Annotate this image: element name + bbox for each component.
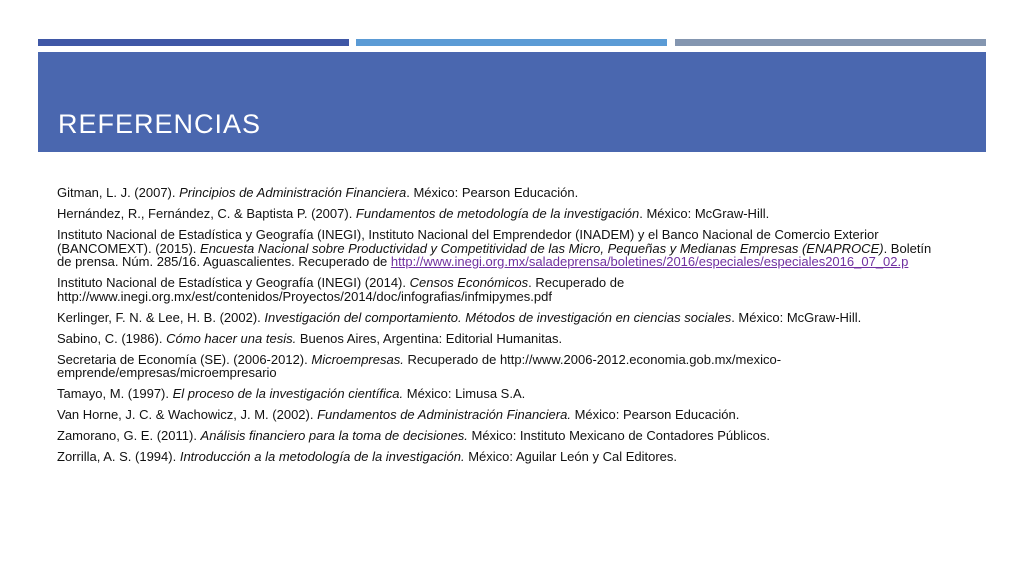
reference-text: Gitman, L. J. (2007).: [57, 185, 180, 200]
reference-title: Principios de Administración Financiera: [179, 185, 407, 200]
title-band: [38, 52, 986, 152]
reference-title: Encuesta Nacional sobre Productividad y Competitividad de las Micro, Pequeñas y Medianas Empresas (ENAPROCE): [200, 240, 884, 256]
reference-text: Sabino, C. (1986).: [57, 330, 167, 346]
reference-text: México: Instituto Mexicano de Contadores Públicos.: [467, 428, 770, 443]
reference-item: [57, 332, 947, 346]
reference-title: Investigación del comportamiento. Métodos de investigación en ciencias sociales: [264, 309, 732, 325]
reference-text: Instituto Nacional de Estadística y Geografía (INEGI) (2014).: [57, 275, 410, 290]
reference-text: . México: McGraw-Hill.: [639, 206, 770, 221]
reference-item: [57, 429, 947, 443]
reference-text: Recuperado de http://www.2006-2012.economia.gob.mx/mexico-emprende/empresas/microempresario: [57, 351, 782, 380]
reference-text: Secretaria de Economía (SE). (2006-2012).: [57, 351, 312, 367]
accent-bar-right: [675, 39, 986, 46]
reference-title: Fundamentos de metodología de la investigación: [355, 206, 640, 221]
reference-link[interactable]: http://www.inegi.org.mx/saladeprensa/boletines/2016/especiales/especiales2016_07_02.p: [390, 254, 909, 269]
reference-text: Buenos Aires, Argentina: Editorial Humanitas.: [296, 330, 563, 346]
reference-item: [57, 311, 947, 325]
reference-item: [57, 387, 947, 401]
reference-item: [57, 228, 947, 269]
reference-text: Hernández, R., Fernández, C. & Baptista P. (2007).: [57, 206, 356, 221]
reference-title: Cómo hacer una tesis.: [166, 330, 297, 346]
reference-title: El proceso de la investigación científica.: [172, 386, 404, 401]
reference-item: [57, 353, 947, 380]
reference-item: [57, 408, 947, 422]
accent-bar-middle: [356, 39, 667, 46]
reference-text: . Recuperado de http://www.inegi.org.mx/est/contenidos/Proyectos/2014/doc/infografias/infmipymes.pdf: [57, 275, 625, 304]
reference-title: Censos Económicos: [409, 275, 529, 290]
reference-text: Zamorano, G. E. (2011).: [57, 428, 201, 443]
reference-text: Instituto Nacional de Estadística y Geografía (INEGI), Instituto Nacional del Emprendedor (INADEM) y el Banco Nacional de Comercio Exterior (BANCOMEXT). (2015).: [57, 227, 879, 256]
reference-title: Fundamentos de Administración Financiera.: [317, 407, 571, 422]
reference-text: México: Pearson Educación.: [570, 407, 740, 422]
reference-title: Análisis financiero para la toma de decisiones.: [200, 428, 468, 443]
reference-text: México: Limusa S.A.: [403, 386, 526, 401]
reference-item: [57, 450, 947, 464]
reference-text: . México: McGraw-Hill.: [731, 309, 862, 325]
reference-text: Zorrilla, A. S. (1994).: [57, 449, 180, 464]
accent-bar-left: [38, 39, 349, 46]
reference-title: Microempresas.: [311, 351, 404, 367]
reference-item: [57, 207, 947, 221]
reference-text: Van Horne, J. C. & Wachowicz, J. M. (2002).: [57, 407, 318, 422]
slide-title: REFERENCIAS: [58, 109, 262, 139]
reference-list: [57, 186, 947, 471]
reference-text: México: Aguilar León y Cal Editores.: [464, 449, 678, 464]
reference-item: [57, 186, 947, 200]
reference-text: . México: Pearson Educación.: [406, 185, 579, 200]
reference-text: Kerlinger, F. N. & Lee, H. B. (2002).: [57, 309, 265, 325]
reference-title: Introducción a la metodología de la investigación.: [179, 449, 465, 464]
reference-item: [57, 276, 947, 303]
reference-text: Tamayo, M. (1997).: [57, 386, 173, 401]
reference-text: . Boletín de prensa. Núm. 285/16. Aguascalientes. Recuperado de: [57, 240, 932, 269]
